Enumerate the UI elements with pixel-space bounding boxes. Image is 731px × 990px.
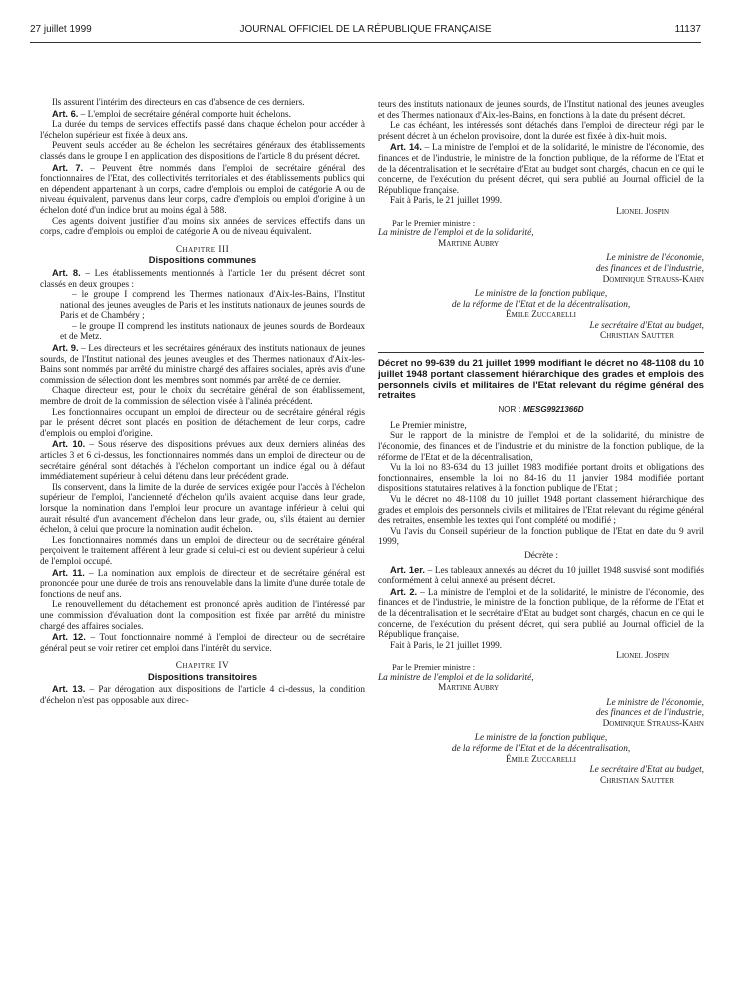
chapter-title: Dispositions transitoires bbox=[147, 671, 257, 682]
paragraph: Ces agents doivent justifier d'au moins six années de services effectifs dans un corps, cadre d'emplois ou emploi de catégorie A ou de niveau équivalent. bbox=[40, 216, 365, 238]
signature-date: Fait à Paris, le 21 juillet 1999. bbox=[390, 196, 503, 207]
nor-reference bbox=[378, 405, 704, 416]
paragraph: Vu la loi no 83-634 du 13 juillet 1983 modifiée portant droits et obligations des fonctionnaires, ensemble la loi no 84-16 du 11 janvier 1984 modifiée portant dispositions statutaires relatives à la fonction publique de l'Etat ; bbox=[378, 463, 704, 495]
article-label: Art. 13. bbox=[52, 684, 86, 695]
paragraph: Le renouvellement du détachement est prononcé après audition de l'intéressé par une commission d'évaluation dont la composition est fixée par arrêté du ministre chargé des affaires sociales. bbox=[40, 600, 365, 632]
chapter-heading: Chapitre IV bbox=[175, 661, 230, 672]
list-item: – le groupe II comprend les instituts nationaux de jeunes sourds de Bordeaux et de Metz. bbox=[60, 321, 365, 343]
signatory-name: Martine Aubry bbox=[438, 238, 500, 249]
paragraph: Le cas échéant, les intéressés sont détachés dans l'emploi de directeur régi par le présent décret à un échelon provisoire, dont la durée est fixée à dix-huit mois. bbox=[378, 121, 704, 142]
article-text: – Les directeurs et les secrétaires généraux des instituts nationaux de jeunes sourds, de l'Institut national des jeunes aveugles et des Thermes nationaux d'Aix-les-Bains sont nommés par arrêté du ministre chargé des affaires sociales, après avis d'une commission de sélection dont les membres sont nommés par arrêté de ce dernier. bbox=[40, 344, 365, 386]
chapter-title: Dispositions communes bbox=[148, 255, 257, 266]
signatory-title: des finances et de l'industrie, bbox=[595, 708, 704, 719]
article-label: Art. 1er. bbox=[390, 564, 425, 575]
article-label: Art. 9. bbox=[52, 343, 79, 354]
article-13 bbox=[40, 684, 365, 706]
article-9 bbox=[40, 343, 365, 386]
page-header bbox=[30, 22, 701, 43]
article-12 bbox=[40, 632, 365, 654]
article-text: – Par dérogation aux dispositions de l'article 4 ci-dessus, la condition d'échelon n'est pas opposable aux direc- bbox=[40, 685, 365, 707]
paragraph: Sur le rapport de la ministre de l'emploi et de la solidarité, du ministre de l'économie, des finances et de l'industrie et du ministre de la fonction publique, de la réforme de l'Etat et de la décentralisation, bbox=[378, 431, 704, 463]
signatory-name: Lionel Jospin bbox=[616, 651, 669, 662]
chapter-heading: Chapitre III bbox=[175, 244, 230, 255]
paragraph: Chaque directeur est, pour le choix du secrétaire général de son établissement, membre de droit de la commission de sélection visée à l'alinéa précédent. bbox=[40, 386, 365, 408]
article-text: – Sous réserve des dispositions prévues aux deux derniers alinéas des articles 3 et 6 ci-dessus, les fonctionnaires nommés dans un emploi de directeur ou de secrétaire général sont détachés à l'échelon comportant un indice égal ou à défaut immédiatement supérieur à celui détenu dans leur précédent grade. bbox=[40, 440, 365, 483]
article-text: – Tout fonctionnaire nommé à l'emploi de directeur ou de secrétaire général peut se voir retirer cet emploi dans l'intérêt du service. bbox=[40, 633, 365, 654]
article-label: Art. 7. bbox=[52, 162, 84, 173]
signature-block bbox=[378, 207, 704, 342]
signatory-title: Le ministre de l'économie, bbox=[606, 697, 704, 708]
signatory-name: Christian Sautter bbox=[600, 331, 674, 342]
signatory-title: des finances et de l'industrie, bbox=[595, 263, 704, 274]
paragraph: La durée du temps de services effectifs passé dans chaque échelon pour accéder à l'échelon supérieur est fixée à deux ans. bbox=[40, 120, 365, 141]
signatory-name: Dominique Strauss-Kahn bbox=[602, 274, 704, 285]
right-column bbox=[378, 100, 704, 786]
nor-code: MESG9921366D bbox=[522, 405, 584, 415]
nor-label: NOR : bbox=[498, 405, 523, 415]
article-label: Art. 12. bbox=[52, 632, 86, 643]
signatory-title: Le ministre de l'économie, bbox=[606, 253, 704, 264]
article-2 bbox=[378, 587, 704, 641]
article-11 bbox=[40, 568, 365, 601]
signatory-title: Le ministre de la fonction publique, bbox=[474, 733, 608, 744]
article-label: Art. 11. bbox=[52, 567, 85, 578]
paragraph: Vu l'avis du Conseil supérieur de la fonction publique de l'Etat en date du 9 avril 1999, bbox=[378, 526, 704, 548]
article-text: – La ministre de l'emploi et de la solidarité, le ministre de l'économie, des finances et de l'industrie, le ministre de la fonction publique, de la réforme de l'Etat et de la décentralisation et le secrétaire d'Etat au budget sont chargés, chacun en ce qui le concerne, de l'exécution du présent décret, qui sera publié au Journal officiel de la République française. bbox=[378, 587, 704, 641]
header-journal-title: JOURNAL OFFICIEL DE LA RÉPUBLIQUE FRANÇAISE bbox=[239, 24, 492, 35]
article-text: – L'emploi de secrétaire général comporte huit échelons. bbox=[78, 109, 291, 120]
list-item: – le groupe I comprend les Thermes nationaux d'Aix-les-Bains, l'Institut national des jeunes aveugles de Paris et les instituts nationaux de jeunes sourds de Paris et de Chambéry ; bbox=[60, 290, 365, 322]
signatory-title: de la réforme de l'Etat et de la décentralisation, bbox=[451, 299, 631, 310]
signatory-name: Dominique Strauss-Kahn bbox=[602, 718, 704, 729]
article-1 bbox=[378, 565, 704, 587]
paragraph: Ils assurent l'intérim des directeurs en cas d'absence de ces derniers. bbox=[52, 98, 305, 108]
paragraph: Les fonctionnaires nommés dans un emploi de directeur ou de secrétaire général perçoivent le traitement afférent à leur grade si celui-ci est ou devient supérieur à celui de l'emploi occupé. bbox=[40, 535, 365, 567]
article-8 bbox=[40, 268, 365, 290]
signatory-title: La ministre de l'emploi et de la solidarité, bbox=[378, 228, 534, 239]
signatory-name: Christian Sautter bbox=[600, 775, 674, 786]
signatory-name: Lionel Jospin bbox=[616, 206, 669, 217]
article-label: Art. 8. bbox=[52, 267, 81, 278]
paragraph: Vu le décret no 48-1108 du 10 juillet 1948 portant classement hiérarchique des grades et emplois des personnels civils et militaires de l'Etat relevant du régime général des retraites, ensemble les textes qui l'ont complété ou modifié ; bbox=[378, 495, 704, 527]
signatory-title: de la réforme de l'Etat et de la décentralisation, bbox=[451, 744, 631, 755]
signature-line: Par le Premier ministre : bbox=[392, 217, 476, 228]
decree-title: Décret no 99-639 du 21 juillet 1999 modifiant le décret no 48-1108 du 10 juillet 1948 portant classement hiérarchique des grades et emplois des personnels civils et militaires de l'Etat relevant du régime général des retraites bbox=[378, 352, 704, 402]
left-column bbox=[40, 98, 365, 707]
signatory-title: Le secrétaire d'Etat au budget, bbox=[589, 320, 704, 331]
article-label: Art. 2. bbox=[390, 586, 418, 597]
article-14 bbox=[378, 142, 704, 196]
signatory-title: Le secrétaire d'Etat au budget, bbox=[589, 765, 704, 776]
signature-date: Fait à Paris, le 21 juillet 1999. bbox=[390, 640, 503, 651]
article-7 bbox=[40, 163, 365, 217]
paragraph: Ils conservent, dans la limite de la durée de services exigée pour l'accès à l'échelon supérieur de l'emploi, l'ancienneté d'échelon qu'ils avaient acquise dans leur grade, lorsque la nomination dans l'emploi leur procure un avantage inférieur à celui qui aurait résulté d'un avancement d'échelon dans leur grade, ou, s'ils étaient au dernier échelon, à celui que procure la nomination audit échelon. bbox=[40, 482, 365, 536]
header-page-number: 11137 bbox=[674, 24, 701, 35]
signatory-title: La ministre de l'emploi et de la solidarité, bbox=[378, 672, 534, 683]
article-label: Art. 14. bbox=[390, 142, 422, 153]
article-text: – La ministre de l'emploi et de la solidarité, le ministre de l'économie, des finances et de l'industrie, le ministre de la fonction publique, de la réforme de l'Etat et de la décentralisation et le secrétaire d'Etat au budget sont chargés, chacun en ce qui le concerne, de l'exécution du présent décret, qui sera publié au Journal officiel de la République française. bbox=[378, 143, 704, 196]
paragraph: Peuvent seuls accéder au 8e échelon les secrétaires généraux des établissements classés dans le groupe I en application des dispositions de l'article 8 du présent décret. bbox=[40, 141, 365, 162]
signatory-title: Le ministre de la fonction publique, bbox=[474, 289, 608, 300]
article-10 bbox=[40, 439, 365, 482]
paragraph: Le Premier ministre, bbox=[390, 420, 467, 431]
article-6 bbox=[40, 109, 365, 121]
paragraph: Les fonctionnaires occupant un emploi de directeur ou de secrétaire général régis par le présent décret sont placés en position de détachement de leur corps, cadre d'emplois ou emploi d'origine. bbox=[40, 407, 365, 439]
article-text: – Les tableaux annexés au décret du 10 juillet 1948 susvisé sont modifiés conformément à celui annexé au présent décret. bbox=[378, 565, 704, 587]
article-text: – La nomination aux emplois de directeur et de secrétaire général est prononcée pour une durée de trois ans renouvelable dans la limite d'une durée totale de fonctions de neuf ans. bbox=[40, 568, 365, 600]
signatory-name: Martine Aubry bbox=[438, 683, 500, 694]
article-text: – Les établissements mentionnés à l'article 1er du présent décret sont classés en deux groupes : bbox=[40, 268, 365, 290]
signatory-name: Émile Zuccarelli bbox=[505, 754, 577, 765]
article-label: Art. 6. bbox=[52, 108, 79, 119]
decrete-heading: Décrète : bbox=[524, 550, 558, 561]
article-label: Art. 10. bbox=[52, 439, 86, 450]
signature-line: Par le Premier ministre : bbox=[392, 661, 476, 672]
article-text: – Peuvent être nommés dans l'emploi de secrétaire général des fonctionnaires de l'Etat, des collectivités territoriales et des établissements publics qui en dépendent appartenant à un corps, cadre d'emplois ou emploi de catégorie A ou de niveau équivalent, parvenus dans leur corps, cadre d'emplois ou emploi d'origine à un échelon doté d'un indice brut au moins égal à 588. bbox=[40, 163, 365, 216]
header-date: 27 juillet 1999 bbox=[30, 24, 92, 35]
signature-block bbox=[378, 651, 704, 786]
signatory-name: Émile Zuccarelli bbox=[505, 310, 577, 321]
paragraph: teurs des instituts nationaux de jeunes sourds, de l'Institut national des jeunes aveugles et des Thermes nationaux d'Aix-les-Bains, en fonctions à la date du présent décret. bbox=[378, 100, 704, 121]
